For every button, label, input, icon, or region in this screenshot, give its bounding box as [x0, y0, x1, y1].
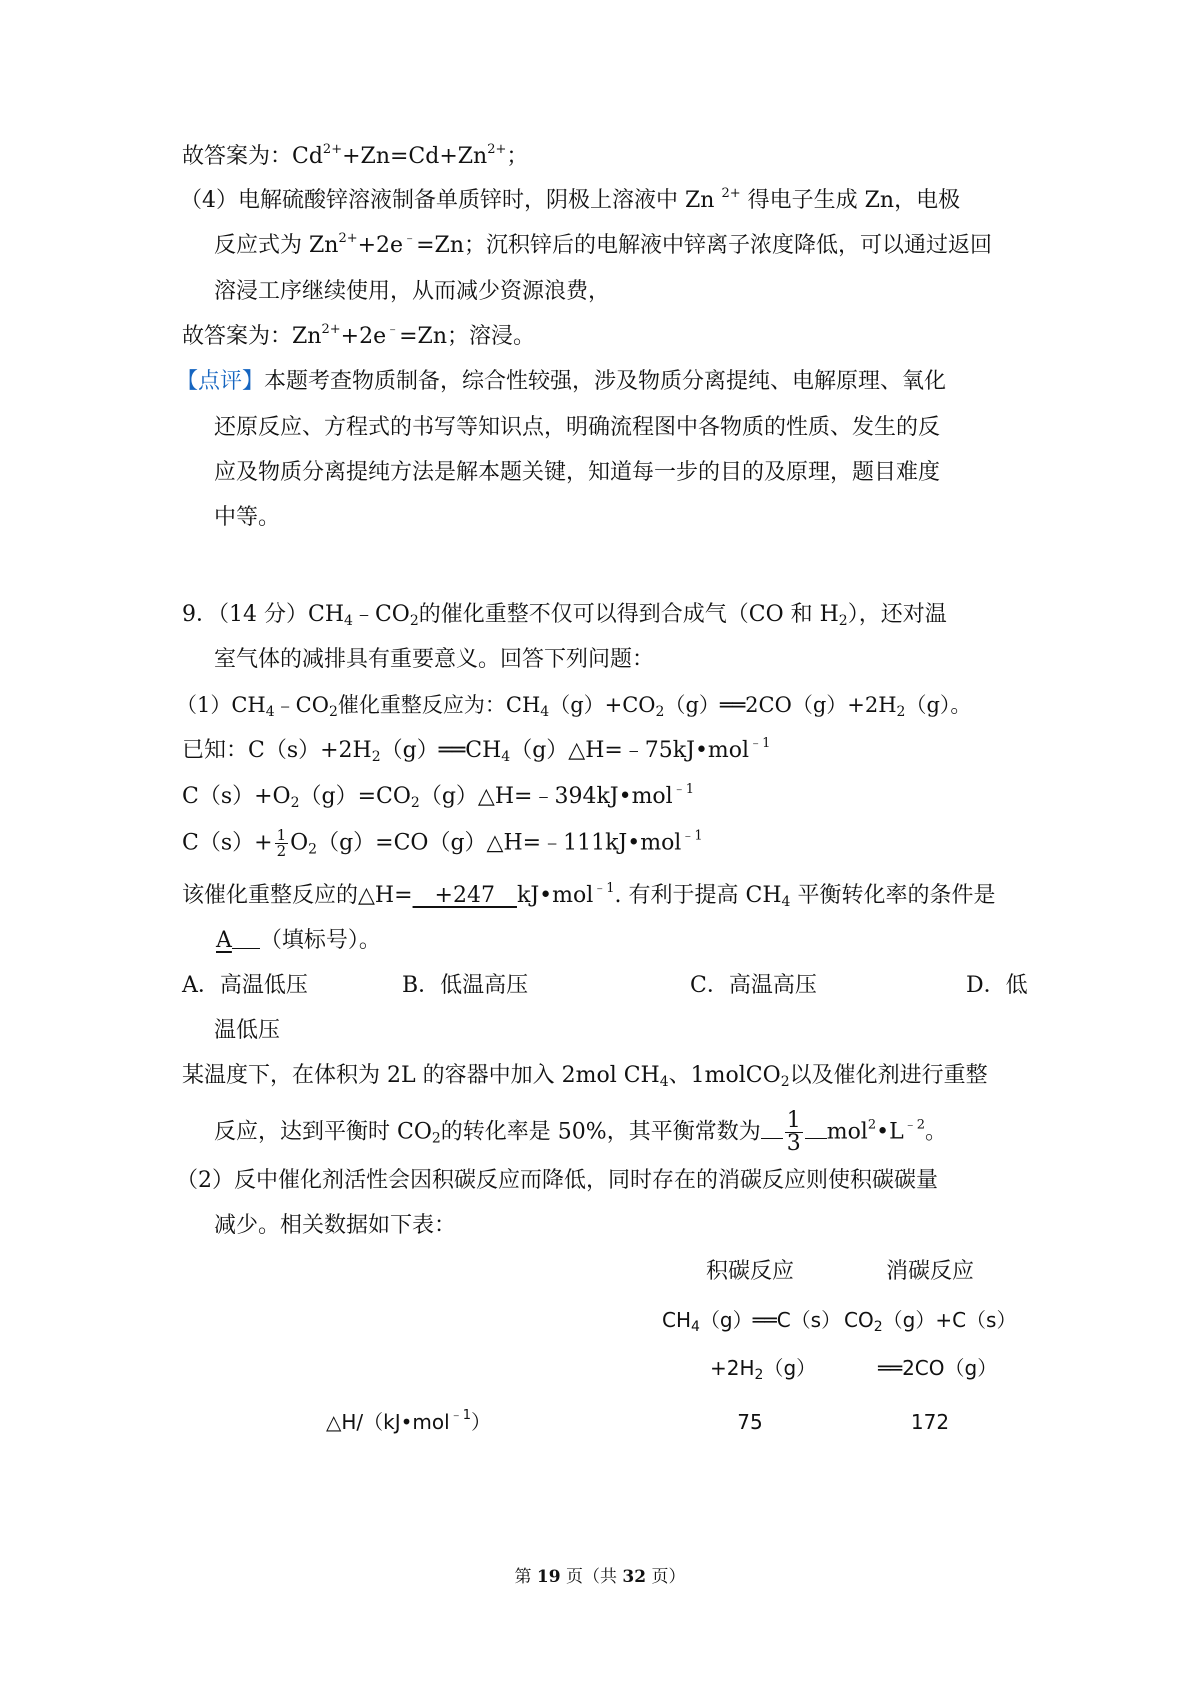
- table-value-col2: 172: [910, 1410, 950, 1434]
- comment-line3: 应及物质分离提纯方法是解本题关键，知道每一步的目的及原理，题目难度: [214, 460, 941, 485]
- part4-line2: 反应式为 $Zn^{2+}+2e^﹣=Zn$；沉积锌后的电解液中锌离子浓度降低，可以通过返回: [214, 231, 992, 258]
- table-row-label: △H/（kJ•mol$^{﹣1}$）: [326, 1408, 491, 1434]
- q9-line-equilibrium1: 某温度下，在体积为 2L 的容器中加入 2mol $CH_4$、1molCO$_2$以及催化剂进行重整: [182, 1063, 988, 1090]
- answer-line-3: 故答案为：$Cd^{2+}+Zn=Cd+Zn^{2+}$；: [182, 142, 529, 169]
- q9-answer-condition: A （填标号）。: [216, 926, 381, 956]
- comment-line2: 还原反应、方程式的书写等知识点，明确流程图中各物质的性质、发生的反: [214, 415, 941, 440]
- comment-line1: 【点评】本题考查物质制备，综合性较强，涉及物质分离提纯、电解原理、氧化: [176, 369, 947, 394]
- answer-k-fraction: $\frac{1}{3}$: [786, 1108, 801, 1156]
- option-b: B．低温高压: [402, 973, 529, 998]
- table-value-col1: 75: [737, 1410, 763, 1434]
- option-a: A．高温低压: [182, 973, 308, 998]
- answer-line-4: 故答案为：$Zn^{2+}+2e^﹣=Zn$；溶浸。: [182, 322, 535, 349]
- q9-line2: 室气体的减排具有重要意义。回答下列问题：: [214, 647, 655, 672]
- q9-part2-line1: （2）反中催化剂活性会因积碳反应而降低，同时存在的消碳反应则使积碳碳量: [176, 1168, 938, 1193]
- table-cell-col1-r2: $+2H_2(g)$: [710, 1356, 817, 1383]
- answer-dh: +247: [412, 883, 517, 908]
- known-eq1: 已知：$C(s)+2H_2(g)══CH_4(g)\triangle H=﹣75kJ•mol^{﹣1}$: [182, 736, 771, 765]
- table-cell-col1-r1: $CH_4(g)══C(s)$: [662, 1308, 842, 1335]
- table-header-col2: 消碳反应: [885, 1259, 974, 1284]
- part4-line1: （4）电解硫酸锌溶液制备单质锌时，阴极上溶液中 Zn $^{2+}$ 得电子生成 Zn，电极: [180, 186, 961, 213]
- part4-line3: 溶浸工序继续使用，从而减少资源浪费，: [214, 279, 611, 304]
- known-eq2: $C(s)+O_2(g)=CO_2(g)\triangle H=﹣394kJ•mol^{﹣1}$: [182, 782, 694, 811]
- table-cell-col2-r2: ══2CO（g）: [878, 1356, 998, 1380]
- comment-tag: 【点评】: [176, 369, 265, 394]
- option-d: D．低: [966, 973, 1028, 998]
- table-header-col1: 积碳反应: [705, 1259, 794, 1284]
- option-d-cont: 温低压: [214, 1018, 281, 1043]
- fraction-half: $\frac{1}{2}$: [276, 826, 287, 860]
- total-pages: 32: [622, 1567, 647, 1587]
- page-footer: 第 19 页（共 32 页）: [514, 1567, 686, 1587]
- comment-line4: 中等。: [214, 505, 281, 530]
- answer-condition: A: [216, 928, 232, 953]
- known-eq3: C（s）+ $\frac{1}{2}$ $O_2(g)=CO(g)\triangle H=﹣111kJ•mol^{﹣1}$: [182, 826, 703, 860]
- q9-answer-dh: 该催化重整反应的△H= +247 kJ•mol$^{﹣1}$. 有利于提高 $CH_4$ 平衡转化率的条件是: [182, 881, 996, 910]
- page-number: 19: [536, 1567, 561, 1587]
- table-cell-col2-r1: $CO_2(g)+C(s)$: [844, 1308, 1017, 1335]
- q9-line-equilibrium2: 反应，达到平衡时 $CO_2$的转化率是 50%，其平衡常数为 $\frac{1}{3}$ $mol^2•L^{﹣2}$。: [214, 1108, 948, 1156]
- q9-part2-line2: 减少。相关数据如下表：: [214, 1213, 457, 1238]
- option-c: C．高温高压: [690, 973, 817, 998]
- q9-line1: 9．（14 分）$CH_4﹣CO_2$的催化重整不仅可以得到合成气（CO 和 $H_2$），还对温: [182, 602, 947, 629]
- q9-part1-reaction: $(1)CH_4﹣CO_2$催化重整反应为：$CH_4(g)+CO_2(g)══2CO(g)+2H_2(g)$。: [176, 693, 972, 720]
